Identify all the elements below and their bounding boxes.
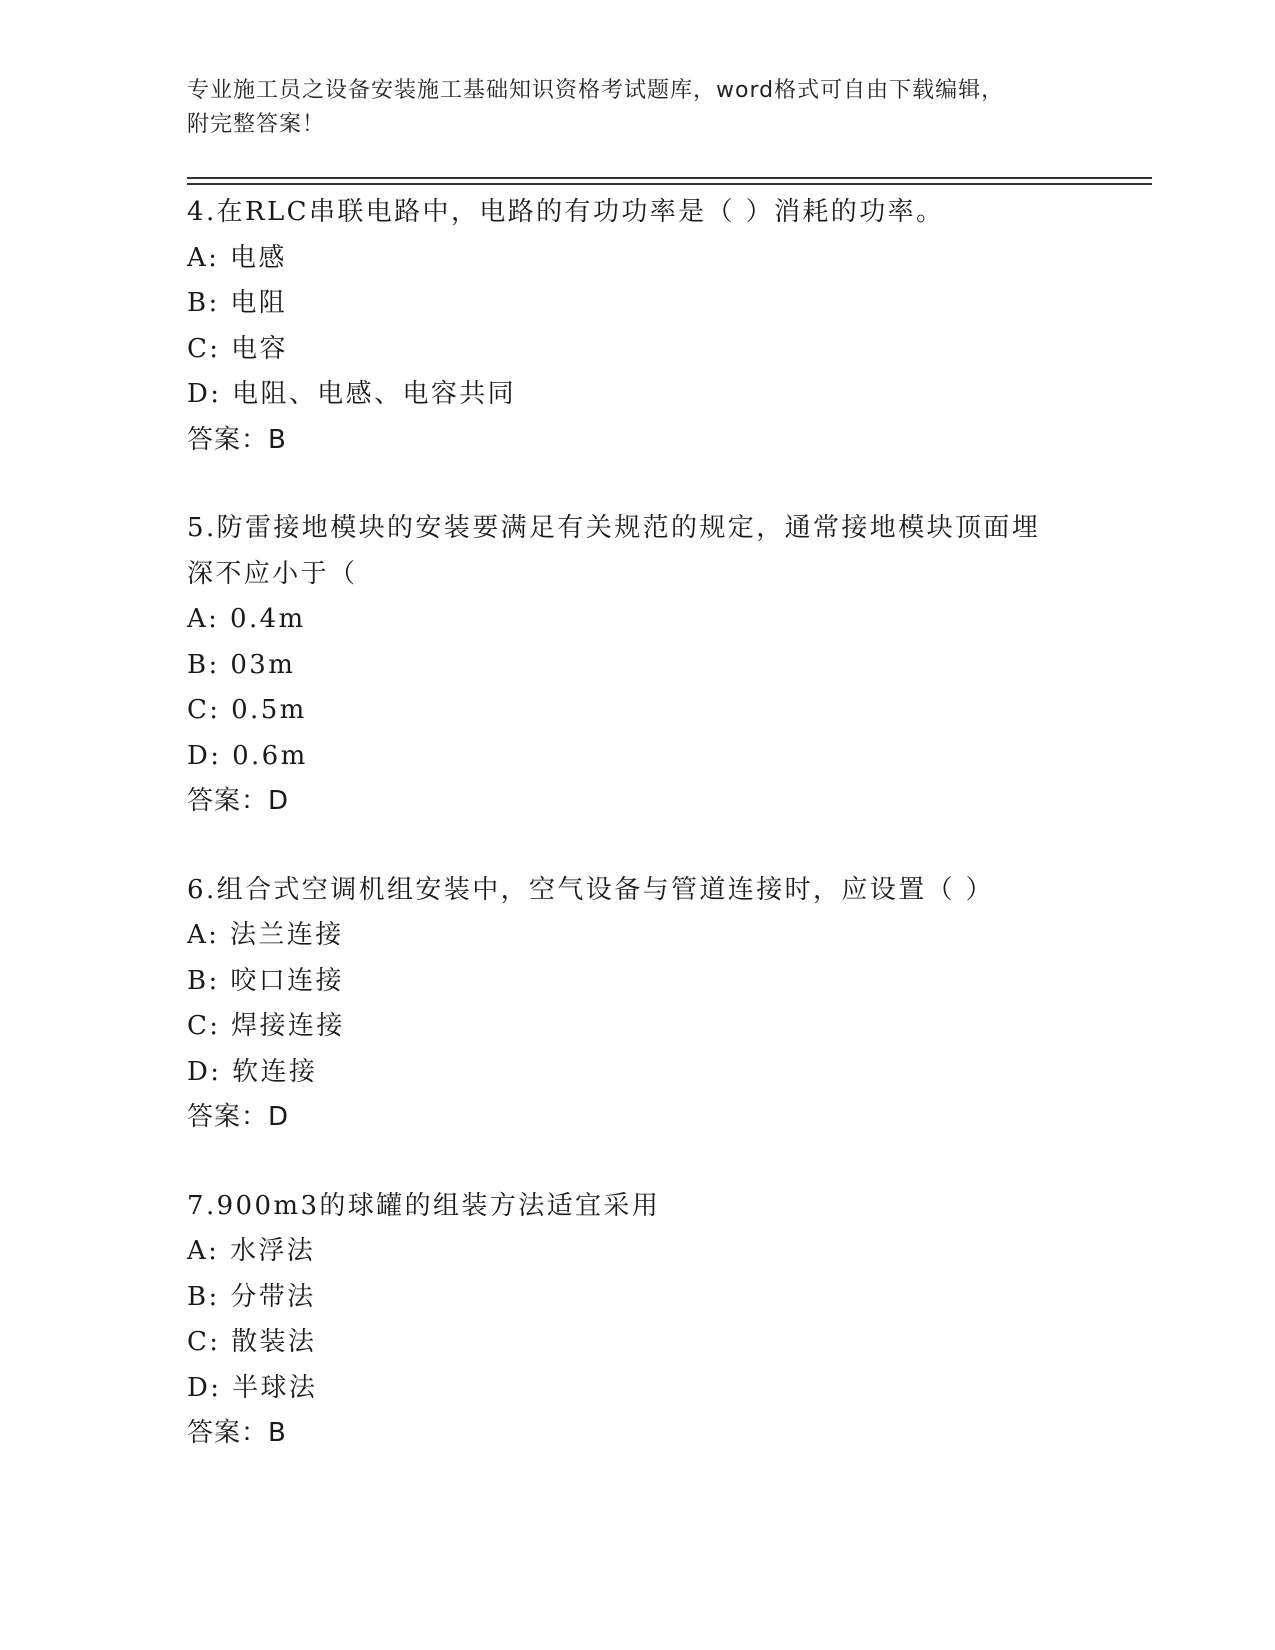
option-a: A: 电感	[187, 242, 287, 273]
header-line-1: 专业施工员之设备安装施工基础知识资格考试题库，word格式可自由下载编辑，	[187, 78, 1005, 103]
option-d: D: 软连接	[187, 1056, 318, 1087]
answer: 答案：D	[187, 786, 290, 816]
option-b: B: 电阻	[187, 288, 288, 318]
option-b: B: 咬口连接	[187, 965, 344, 996]
option-b: B: 分带法	[187, 1281, 316, 1312]
option-c: C: 散装法	[187, 1327, 317, 1357]
question-5	[187, 506, 1087, 825]
question-text: 4.在RLC串联电路中，电路的有功功率是（ ）消耗的功率。	[187, 197, 945, 227]
question-spacer	[187, 1141, 1087, 1184]
option-a: A: 法兰连接	[187, 920, 344, 950]
option-d: D: 半球法	[187, 1372, 318, 1403]
question-list	[187, 190, 1087, 1457]
question-spacer	[187, 463, 1087, 506]
header-rule-top	[187, 177, 1152, 179]
question-7	[187, 1184, 1087, 1457]
option-c: C: 焊接连接	[187, 1011, 345, 1041]
question-6	[187, 868, 1087, 1141]
option-b: B: 03m	[187, 649, 296, 680]
option-c: C: 0.5m	[187, 695, 307, 725]
answer: 答案：D	[187, 1102, 290, 1132]
document-header	[187, 74, 1077, 142]
header-rule-bottom	[187, 183, 1152, 185]
answer: 答案：B	[187, 1418, 287, 1448]
question-4	[187, 190, 1087, 463]
option-d: D: 电阻、电感、电容共同	[187, 379, 517, 409]
option-a: A: 0.4m	[187, 604, 306, 634]
option-c: C: 电容	[187, 333, 288, 364]
question-spacer	[187, 825, 1087, 868]
question-text: 7.900m3的球罐的组装方法适宜采用	[187, 1190, 661, 1221]
answer: 答案：B	[187, 424, 287, 455]
option-d: D: 0.6m	[187, 740, 308, 771]
question-text: 6.组合式空调机组安装中，空气设备与管道连接时，应设置（ ）	[187, 874, 995, 905]
question-text-line-1: 5.防雷接地模块的安装要满足有关规范的规定，通常接地模块顶面埋	[187, 513, 1041, 543]
question-text-line-2: 深不应小于（	[187, 558, 358, 589]
header-line-2: 附完整答案！	[187, 112, 326, 137]
option-a: A: 水浮法	[187, 1236, 316, 1266]
